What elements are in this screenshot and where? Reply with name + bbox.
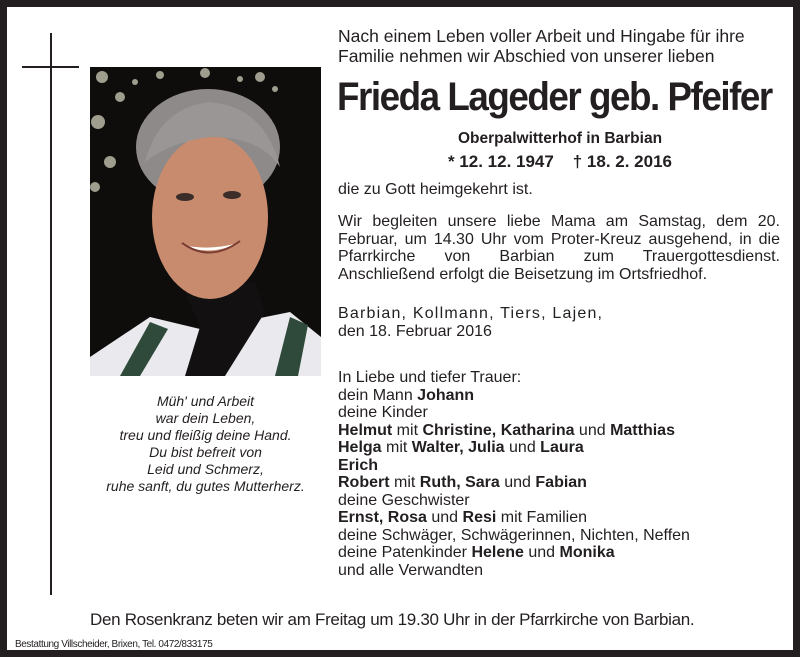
mourner-text: deine Kinder [338, 404, 428, 421]
intro-text [338, 26, 745, 66]
mourner-line [338, 509, 690, 527]
mourner-line [338, 457, 690, 475]
mourner-text: und [504, 439, 541, 456]
portrait-image [90, 67, 321, 376]
mourner-text: und [523, 544, 560, 561]
mourner-name: Johann [417, 386, 475, 404]
mourner-name: Matthias [610, 421, 675, 439]
mourner-text: mit [392, 421, 423, 439]
verse-line: Leid und Schmerz, [147, 461, 264, 477]
mourner-line [338, 439, 690, 457]
undertaker-credit: Bestattung Villscheider, Brixen, Tel. 0472/833175 [15, 639, 213, 650]
mourner-line [338, 562, 690, 580]
verse-line: war dein Leben, [155, 410, 256, 426]
mourner-text: deine Geschwister [338, 491, 470, 509]
mourner-text: mit [381, 439, 412, 456]
mourner-text: dein Mann [338, 386, 418, 404]
mourner-line [338, 387, 690, 405]
mourner-name: Helga [338, 439, 382, 456]
rosary-notice: Den Rosenkranz beten wir am Freitag um 19.30 Uhr in der Pfarrkirche von Barbian. [90, 610, 695, 629]
mourner-name: Erich [338, 456, 379, 474]
mourner-line [338, 422, 690, 440]
mourner-text: deine Schwäger, Schwägerinnen, Nichten, Neffen [338, 526, 690, 544]
verse-line: Du bist befreit von [149, 444, 262, 460]
mourner-line [338, 404, 690, 422]
life-dates [337, 151, 783, 173]
funeral-details: Wir begleiten unsere liebe Mama am Samstag, dem 20. Februar, um 14.30 Uhr vom Proter-Kreuz ausgehend, in die Pfarrkirche von Barbian zum Trauergottesdienst. Anschließend erfolgt die Beisetzung im Ortsfriedhof. [338, 213, 780, 283]
mourner-name: Helmut [338, 421, 393, 439]
mourner-text: mit [389, 474, 420, 491]
verse-line: treu und fleißig deine Hand. [119, 427, 292, 443]
mourner-line [338, 474, 690, 492]
portrait-photo [90, 67, 321, 376]
mourner-name: Resi [462, 509, 497, 526]
mourner-line [338, 492, 690, 510]
mourner-line [338, 544, 690, 562]
mourner-text: In Liebe und tiefer Trauer: [338, 369, 522, 386]
mourner-name: Helene [471, 544, 524, 561]
mourner-name: Walter, Julia [411, 439, 505, 456]
mourner-name: Robert [338, 474, 390, 491]
mourner-name: Ernst, Rosa [338, 509, 427, 526]
residence: Oberpalwitterhof in Barbian [457, 130, 663, 147]
mourner-text: und [499, 474, 536, 491]
mourner-line [338, 527, 690, 545]
mourner-text: und alle Verwandten [338, 561, 483, 579]
cross-icon-vertical [50, 33, 52, 595]
memorial-verse [90, 393, 321, 495]
mourner-line [338, 369, 690, 387]
mourner-name: Christine, Katharina [422, 421, 575, 439]
birth-date: * 12. 12. 1947 [447, 152, 554, 171]
cross-icon-horizontal [22, 66, 79, 68]
mourner-name: Monika [559, 544, 615, 561]
verse-line: ruhe sanft, du gutes Mutterherz. [106, 478, 305, 494]
mourners-list [338, 369, 690, 579]
death-date: † 18. 2. 2016 [572, 152, 673, 171]
locations: Barbian, Kollmann, Tiers, Lajen, [338, 305, 604, 322]
obituary-card [7, 7, 793, 650]
mourner-text: mit Familien [496, 509, 587, 526]
mourner-name: Fabian [535, 474, 587, 491]
mourner-text: und [574, 421, 611, 439]
mourner-text: deine Patenkinder [338, 544, 472, 561]
mourner-name: Laura [540, 439, 584, 456]
mourner-text: und [426, 509, 463, 526]
intro-line: Familie nehmen wir Abschied von unserer lieben [338, 46, 715, 66]
deceased-name: Frieda Lageder geb. Pfeifer [337, 75, 772, 119]
verse-line: Müh' und Arbeit [156, 393, 255, 409]
intro-line: Nach einem Leben voller Arbeit und Hingabe für ihre [338, 26, 745, 46]
returned-to-god-text: die zu Gott heimgekehrt ist. [338, 181, 533, 198]
notice-date: den 18. Februar 2016 [338, 323, 492, 340]
mourner-name: Ruth, Sara [419, 474, 500, 491]
